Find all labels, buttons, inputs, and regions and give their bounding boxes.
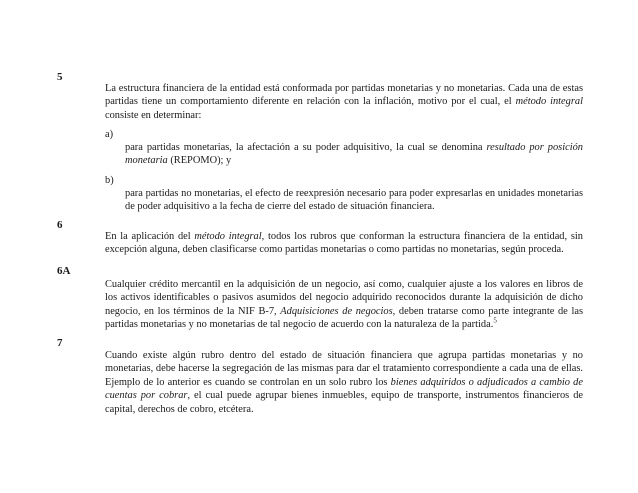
text-run: para partidas monetarias, la afectación a su poder adquisitivo, la cual se denomina (125, 142, 487, 153)
footnote-marker: 5 (493, 316, 497, 325)
italic-term: Adquisiciones de negocios (280, 305, 393, 317)
text-run: , todos los rubros que conforman la estructura financiera de la entidad, sin excepción alguna, deben clasificarse como partidas monetarias o como partidas no monetarias, según proceda. (105, 231, 583, 256)
text-run: consiste en determinar: (105, 109, 202, 121)
italic-term: bienes adquiridos o adjudicados a cambio de cuentas por cobrar (105, 376, 583, 402)
text-run: Cualquier crédito mercantil en la adquisición de un negocio, así como, cualquier ajuste a los valores en libros de los activos identificables o pasivos asumidos del negocio adquirido reconocidos durante la adquisición de dicho negocio, en los términos de la NIF B-7, (105, 279, 583, 317)
item-b-text: para partidas no monetarias, el efecto de reexpresión necesario para poder expresarlas en unidades monetarias de poder adquisitivo a la fecha de cierre del estado de situación financiera. (125, 188, 583, 213)
paragraph-5-intro (105, 82, 583, 122)
italic-term: resultado por posición monetaria (125, 142, 583, 167)
paragraph-6 (105, 230, 583, 257)
text-run: Cuando existe algún rubro dentro del estado de situación financiera que agrupa partidas monetarias y no monetarias, debe hacerse la segregación de las mismas para dar el tratamiento correspondiente a cada una de ellas. Ejemplo de lo anterior es cuando se controlan en un solo rubro los (105, 350, 583, 388)
text-run: , el cual puede agrupar bienes inmuebles, equipo de transporte, instrumentos financieros de capital, derechos de cobro, etcétera. (105, 390, 584, 415)
paragraph-number-7: 7 (57, 337, 63, 349)
item-b-label: b) (105, 175, 114, 186)
text-run: (REPOMO); y (167, 155, 232, 167)
item-a-text (125, 141, 583, 168)
item-a-label: a) (105, 129, 114, 140)
paragraph-7 (105, 349, 583, 416)
paragraph-number-5: 5 (57, 71, 63, 83)
text-run: En la aplicación del (105, 231, 195, 242)
italic-term: método integral (194, 231, 262, 242)
italic-term: método integral (515, 96, 583, 108)
text-run: , deben tratarse como parte integrante de las partidas monetarias y no monetarias de tal negocio de acuerdo con la naturaleza de la partida. (105, 305, 583, 331)
paragraph-number-6: 6 (57, 219, 63, 231)
text-run: La estructura financiera de la entidad está conformada por partidas monetarias y no monetarias. Cada una de estas partidas tiene un comportamiento diferente en relación con la inflación, motivo por el cual, el (105, 83, 583, 108)
paragraph-number-6a: 6A (57, 265, 71, 277)
paragraph-6a (105, 278, 583, 332)
